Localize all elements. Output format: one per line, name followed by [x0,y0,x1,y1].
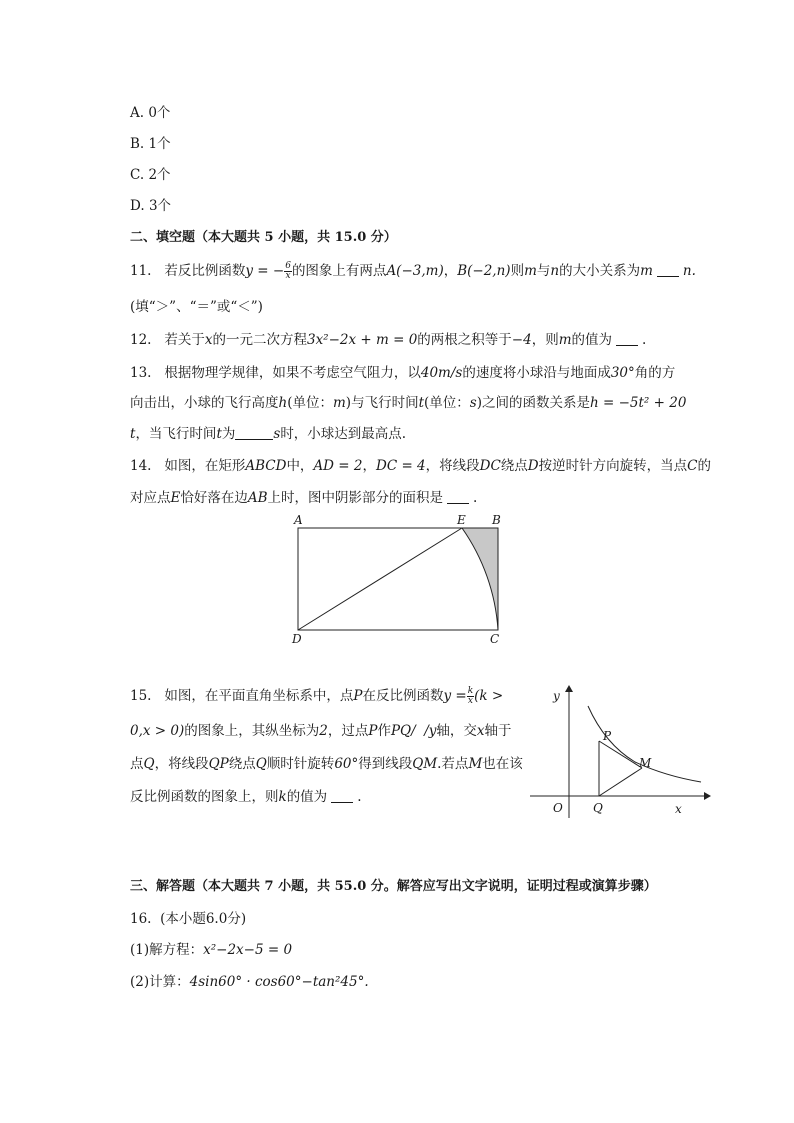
answer-blank-13 [235,427,273,440]
rectangle-abcd [298,528,498,630]
label-e: E [457,513,466,527]
label-x-axis: x [675,802,682,816]
segment-pm [599,741,642,768]
section-2-title: 二、填空题（本大题共 5 小题，共 15.0 分） [130,230,397,245]
question-13-line3: t，当飞行时间t为 s时，小球达到最高点. [130,426,407,442]
option-d: D. 3个 [130,198,172,214]
question-12: 12. 若关于x的一元二次方程3x²−2x + m = 0的两根之积等于−4，则m的值为 . [130,332,647,348]
segment-qm [599,768,642,796]
question-16-header: 16. (本小题6.0分) [130,911,247,927]
fraction-k-over-x: $\frac{k}{x}$ [467,686,474,706]
shaded-region [462,528,498,630]
answer-blank-15 [331,790,353,803]
question-16-part2: (2)计算：4sin60° · cos60°−tan²45°. [130,974,369,990]
question-13-line1: 13. 根据物理学规律，如果不考虑空气阻力，以40m/s的速度将小球沿与地面成30°角的方 [130,365,676,381]
label-origin: O [553,801,563,815]
question-16-part1: (1)解方程：x²−2x−5 = 0 [130,942,293,958]
label-b: B [492,513,501,527]
segment-de [298,528,462,630]
label-q: Q [593,801,603,815]
question-11-line2: (填“＞”、“＝”或“＜”) [130,299,263,315]
rectangle-figure [285,510,510,645]
question-15-line1: 15. 如图，在平面直角坐标系中，点P在反比例函数y = $\frac{k}{x}$ (k > [130,686,504,706]
fraction-6-over-x: $\frac{6}{x}$ [285,261,291,281]
answer-blank-14 [447,491,469,504]
answer-blank-12 [616,333,638,346]
question-13-line2: 向击出，小球的飞行高度h(单位：m)与飞行时间t(单位：s)之间的函数关系是h = −5t² + 20 [130,395,687,411]
question-11-line1: 11. 若反比例函数y = − $\frac{6}{x}$ 的图象上有两点A(−3,m)，B(−2,n)则m与n的大小关系为m n. [130,261,696,281]
question-14-line1: 14. 如图，在矩形ABCD中，AD = 2，DC = 4，将线段DC绕点D按逆时针方向旋转，当点C的 [130,458,711,474]
question-14-line2: 对应点E恰好落在边AB上时，图中阴影部分的面积是 . [130,490,478,506]
label-p: P [603,729,612,743]
label-d: D [292,632,302,645]
label-a: A [294,513,303,527]
option-a: A. 0个 [130,105,171,121]
label-m: M [639,756,652,770]
question-15-line4: 反比例函数的图象上，则k的值为 . [130,789,362,805]
question-15-line2: 0,x > 0)的图象上，其纵坐标为2，过点P作PQ/ /y轴，交x轴于 [130,723,512,739]
option-c: C. 2个 [130,167,171,183]
coordinate-figure [525,680,725,820]
question-15-line3: 点Q，将线段QP绕点Q顺时针旋转60°得到线段QM.若点M也在该 [130,756,523,772]
hyperbola-curve [588,706,701,782]
answer-blank-11 [657,264,679,277]
label-c: C [490,632,500,645]
option-b: B. 1个 [130,136,171,152]
section-3-title: 三、解答题（本大题共 7 小题，共 55.0 分。解答应写出文字说明，证明过程或演算步骤） [130,879,657,894]
label-y-axis: y [553,689,560,703]
